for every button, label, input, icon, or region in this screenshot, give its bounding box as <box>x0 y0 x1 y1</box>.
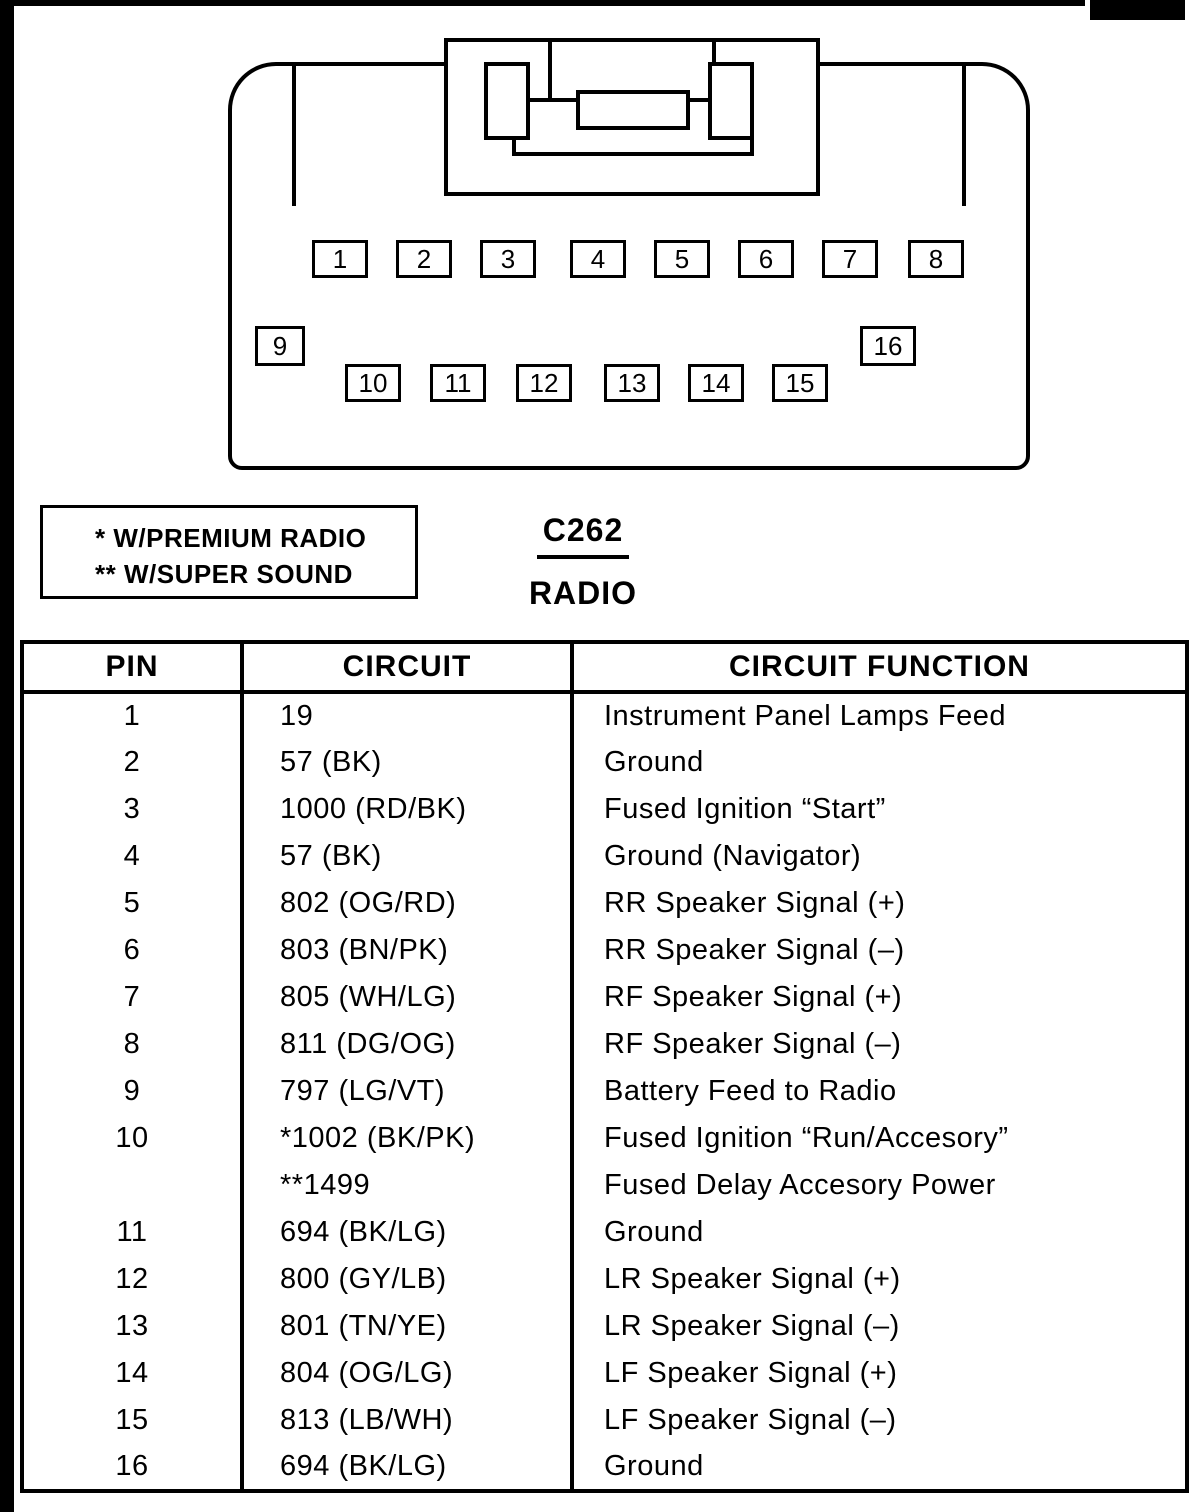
pin-number: 4 <box>590 243 606 274</box>
cell-pin: 6 <box>22 927 242 974</box>
cell-circuit: 813 (LB/WH) <box>242 1397 572 1444</box>
cell-circuit: 811 (DG/OG) <box>242 1021 572 1068</box>
col-header-circuit-function: CIRCUIT FUNCTION <box>572 642 1187 692</box>
cell-pin <box>22 1162 242 1209</box>
cell-pin: 5 <box>22 880 242 927</box>
cell-pin: 11 <box>22 1209 242 1256</box>
pin-number: 11 <box>444 367 472 398</box>
table-row <box>22 1444 1187 1491</box>
cell-circuit: 800 (GY/LB) <box>242 1256 572 1303</box>
pin-number: 7 <box>842 243 858 274</box>
cell-function: LR Speaker Signal (+) <box>572 1256 1187 1303</box>
cell-pin: 10 <box>22 1115 242 1162</box>
cell-function: Fused Ignition “Start” <box>572 786 1187 833</box>
cell-circuit: 57 (BK) <box>242 739 572 786</box>
table-row <box>22 1397 1187 1444</box>
pin-number: 3 <box>500 243 516 274</box>
pin-box-15 <box>772 364 828 402</box>
cell-circuit: 804 (OG/LG) <box>242 1350 572 1397</box>
table-row <box>22 1162 1187 1209</box>
cell-function: Instrument Panel Lamps Feed <box>572 692 1187 739</box>
connector-name: RADIO <box>528 575 638 611</box>
cell-pin: 12 <box>22 1256 242 1303</box>
cell-function: Ground <box>572 1444 1187 1491</box>
cell-pin: 14 <box>22 1350 242 1397</box>
table-row <box>22 927 1187 974</box>
cell-circuit: 1000 (RD/BK) <box>242 786 572 833</box>
cell-function: LF Speaker Signal (+) <box>572 1350 1187 1397</box>
table-row <box>22 692 1187 739</box>
connector-inner-wall-right <box>962 66 966 206</box>
cell-pin: 2 <box>22 739 242 786</box>
cell-circuit: 805 (WH/LG) <box>242 974 572 1021</box>
cell-function: LF Speaker Signal (–) <box>572 1397 1187 1444</box>
cell-pin: 16 <box>22 1444 242 1491</box>
pin-box-16 <box>860 326 916 366</box>
cell-function: Fused Delay Accesory Power <box>572 1162 1187 1209</box>
cell-function: RR Speaker Signal (+) <box>572 880 1187 927</box>
cell-function: RR Speaker Signal (–) <box>572 927 1187 974</box>
pin-box-3 <box>480 240 536 278</box>
table-row <box>22 1350 1187 1397</box>
table-row <box>22 786 1187 833</box>
table-row <box>22 1021 1187 1068</box>
cell-circuit: **1499 <box>242 1162 572 1209</box>
pin-box-6 <box>738 240 794 278</box>
cell-function: RF Speaker Signal (+) <box>572 974 1187 1021</box>
cell-pin: 7 <box>22 974 242 1021</box>
cell-pin: 13 <box>22 1303 242 1350</box>
cell-circuit: 797 (LG/VT) <box>242 1068 572 1115</box>
cell-circuit: 801 (TN/YE) <box>242 1303 572 1350</box>
pin-number: 6 <box>758 243 774 274</box>
connector-key-slot-left <box>484 62 530 140</box>
scan-edge-top <box>0 0 1085 6</box>
table-row <box>22 1256 1187 1303</box>
connector-id: C262 <box>537 512 630 559</box>
scan-block-top-right <box>1090 0 1185 20</box>
cell-pin: 9 <box>22 1068 242 1115</box>
connector-label <box>498 512 668 612</box>
table-row <box>22 974 1187 1021</box>
table-row <box>22 833 1187 880</box>
scan-edge-left <box>0 0 14 1512</box>
pin-box-11 <box>430 364 486 402</box>
table-row <box>22 1115 1187 1162</box>
table-row <box>22 1068 1187 1115</box>
table-row <box>22 739 1187 786</box>
cell-function: Fused Ignition “Run/Accesory” <box>572 1115 1187 1162</box>
col-header-circuit: CIRCUIT <box>242 642 572 692</box>
pin-number: 12 <box>529 367 559 398</box>
pinout-table <box>20 640 1189 1493</box>
pin-number: 13 <box>617 367 647 398</box>
cell-function: Ground <box>572 739 1187 786</box>
pin-box-7 <box>822 240 878 278</box>
pin-box-4 <box>570 240 626 278</box>
col-header-pin: PIN <box>22 642 242 692</box>
pin-box-5 <box>654 240 710 278</box>
legend-line-super-sound: ** W/SUPER SOUND <box>95 559 353 589</box>
cell-function: RF Speaker Signal (–) <box>572 1021 1187 1068</box>
table-row <box>22 880 1187 927</box>
pin-box-13 <box>604 364 660 402</box>
cell-circuit: 694 (BK/LG) <box>242 1444 572 1491</box>
pin-number: 9 <box>272 330 288 361</box>
pin-number: 10 <box>358 367 388 398</box>
pin-number: 16 <box>873 330 903 361</box>
cell-pin: 8 <box>22 1021 242 1068</box>
cell-pin: 15 <box>22 1397 242 1444</box>
legend-line-premium-radio: * W/PREMIUM RADIO <box>95 523 367 553</box>
connector-inner-wall-left <box>292 66 296 206</box>
cell-circuit: 694 (BK/LG) <box>242 1209 572 1256</box>
pin-box-2 <box>396 240 452 278</box>
pin-number: 2 <box>416 243 432 274</box>
connector-key-inner-block <box>576 90 690 130</box>
pin-box-12 <box>516 364 572 402</box>
pin-number: 5 <box>674 243 690 274</box>
cell-function: Ground <box>572 1209 1187 1256</box>
cell-pin: 1 <box>22 692 242 739</box>
pin-box-8 <box>908 240 964 278</box>
cell-circuit: 802 (OG/RD) <box>242 880 572 927</box>
pin-box-10 <box>345 364 401 402</box>
cell-pin: 4 <box>22 833 242 880</box>
cell-circuit: 19 <box>242 692 572 739</box>
pin-box-14 <box>688 364 744 402</box>
cell-circuit: 57 (BK) <box>242 833 572 880</box>
cell-circuit: *1002 (BK/PK) <box>242 1115 572 1162</box>
legend-box <box>40 505 418 599</box>
pin-number: 14 <box>701 367 731 398</box>
table-row <box>22 1209 1187 1256</box>
cell-circuit: 803 (BN/PK) <box>242 927 572 974</box>
pin-box-9 <box>255 326 305 366</box>
cell-function: Ground (Navigator) <box>572 833 1187 880</box>
table-header-row <box>22 642 1187 692</box>
pin-box-1 <box>312 240 368 278</box>
pin-number: 8 <box>928 243 944 274</box>
cell-function: LR Speaker Signal (–) <box>572 1303 1187 1350</box>
connector-key-slot-right <box>708 62 754 140</box>
pin-number: 15 <box>785 367 815 398</box>
table-row <box>22 1303 1187 1350</box>
pin-number: 1 <box>332 243 348 274</box>
cell-function: Battery Feed to Radio <box>572 1068 1187 1115</box>
cell-pin: 3 <box>22 786 242 833</box>
